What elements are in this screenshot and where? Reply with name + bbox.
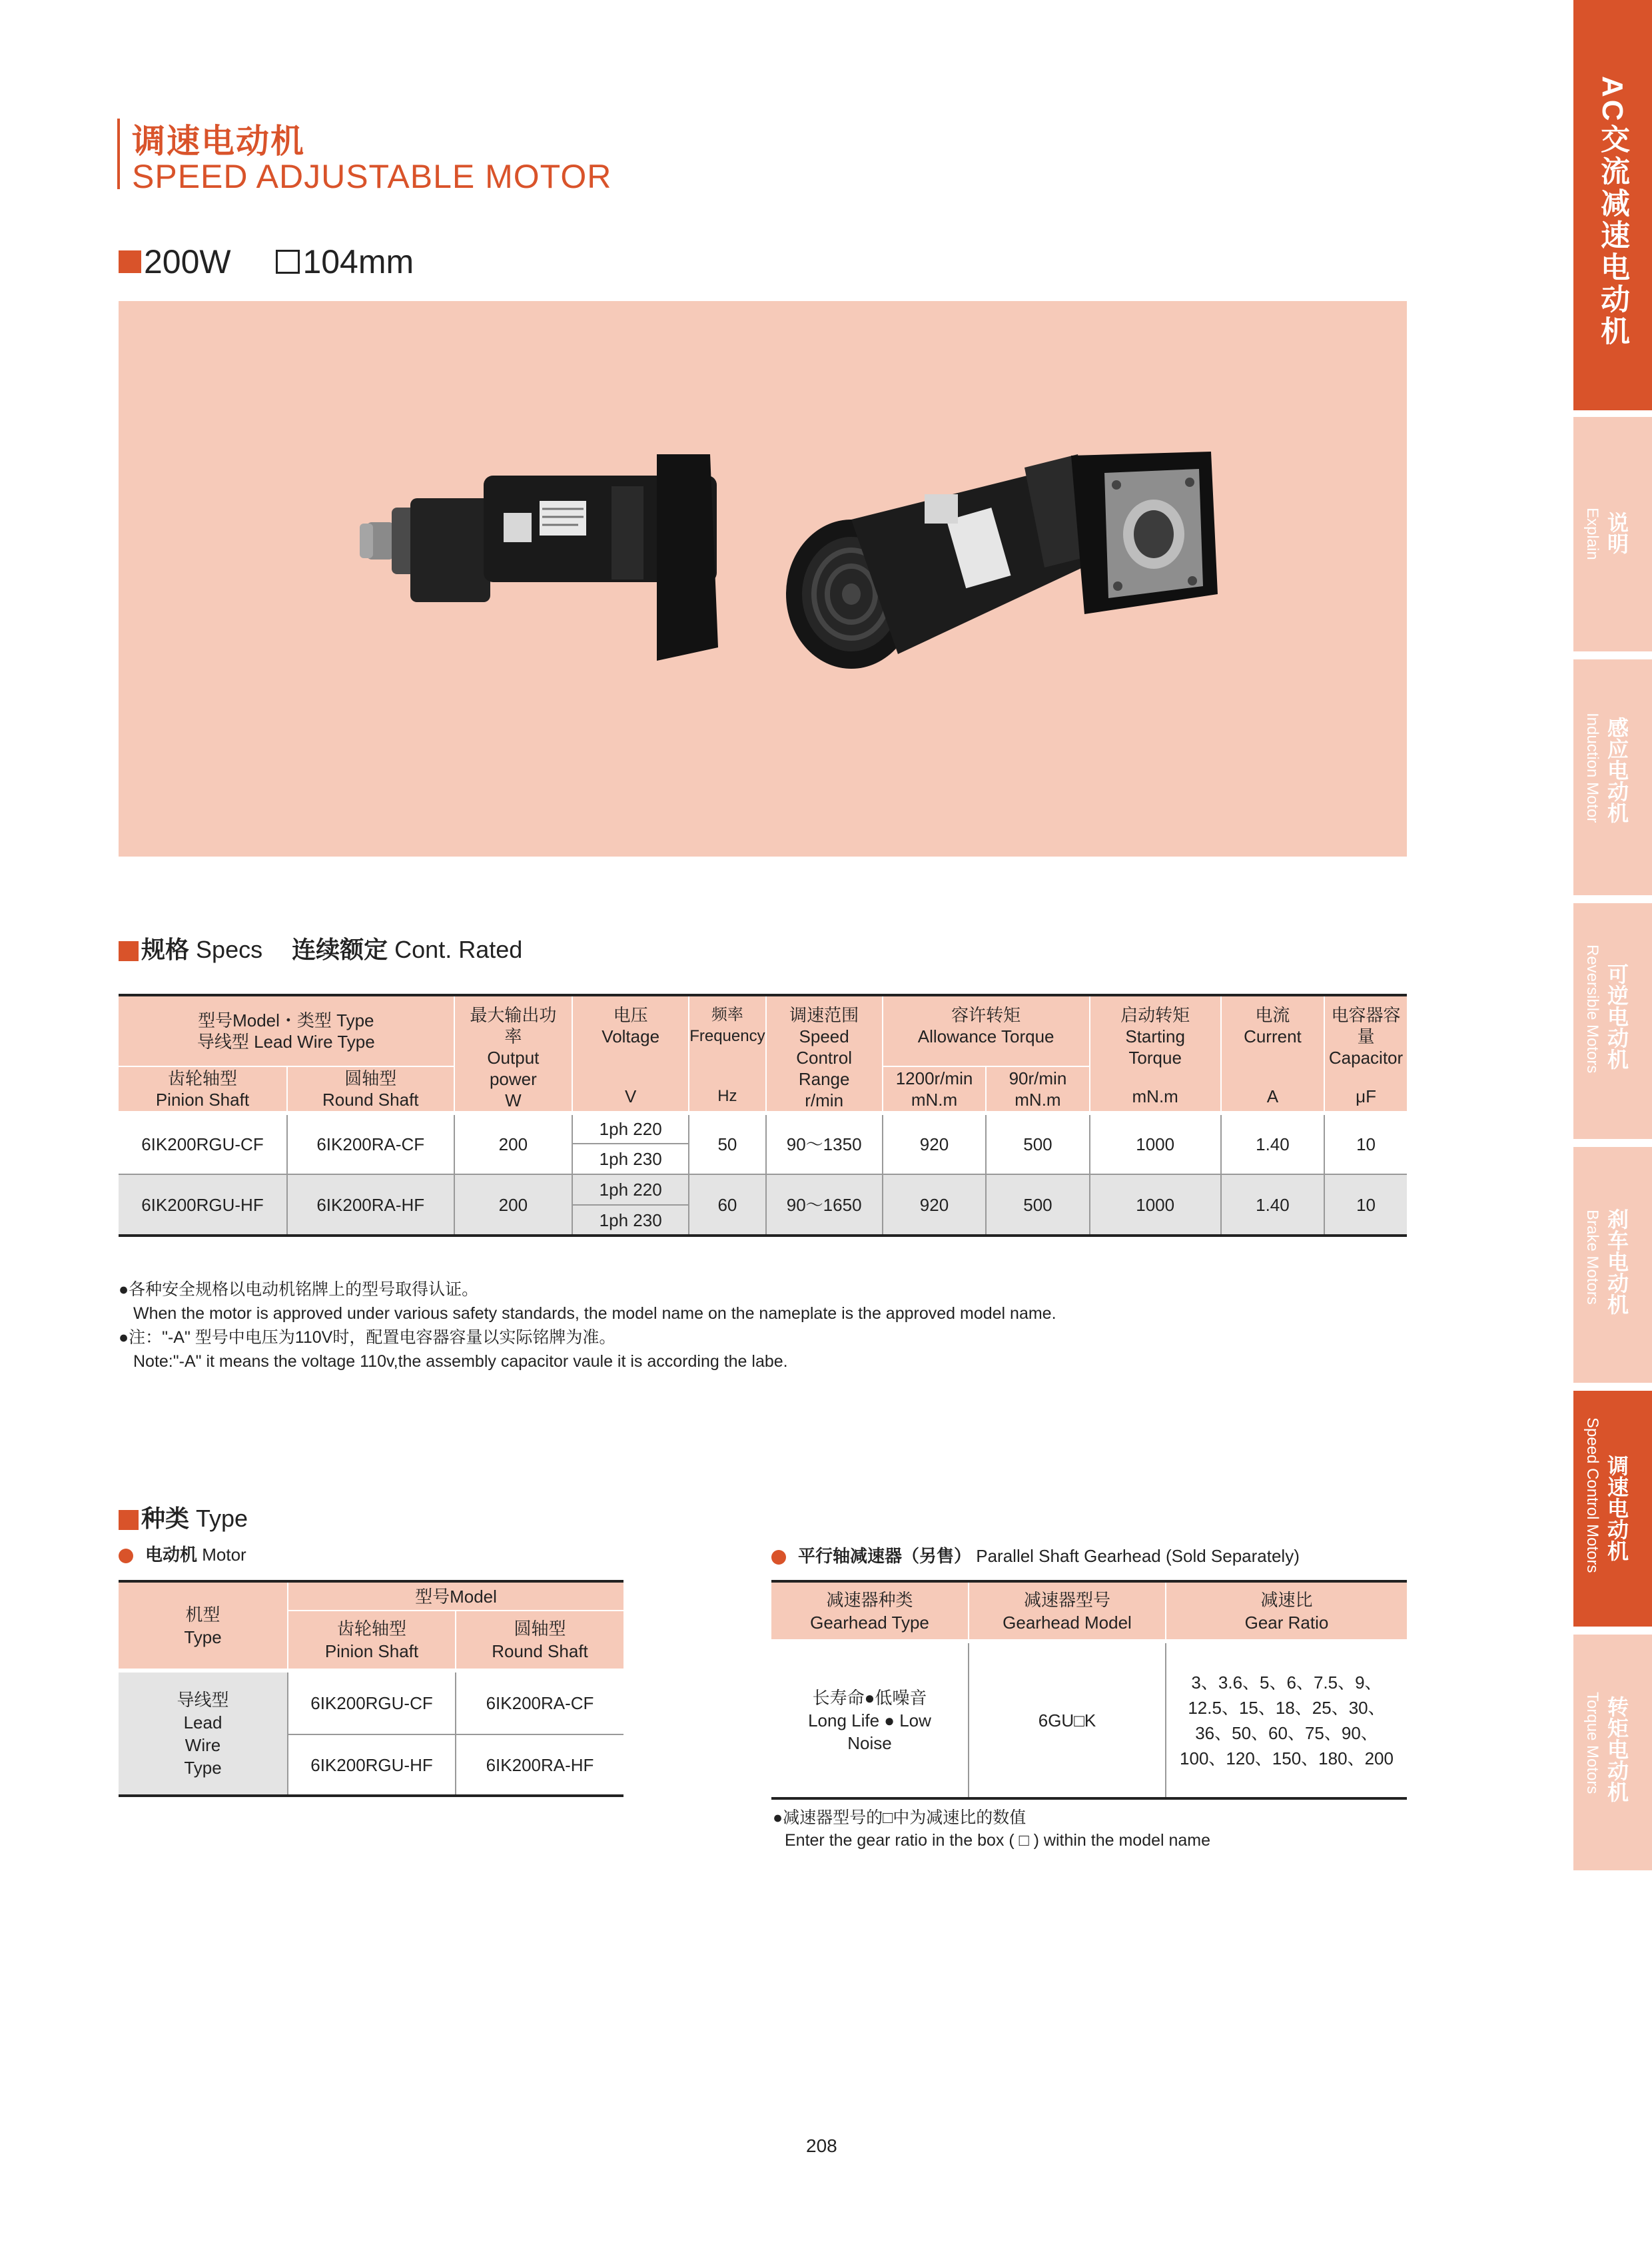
cell-pinion: 6IK200RGU-CF [119, 1113, 287, 1174]
gear-note-en: Enter the gear ratio in the box ( □ ) within the model name [785, 1831, 1211, 1850]
spec-notes [119, 1278, 1056, 1373]
header-gtype-cn: 减速器种类 [826, 1589, 913, 1610]
cell-voltage-1: 1ph 220 [572, 1174, 689, 1205]
side-tab-induction-en: Induction Motor [1583, 713, 1601, 823]
side-tab-ac-motors[interactable] [1573, 0, 1652, 410]
frame-size: 104mm [302, 242, 414, 280]
note-1-en: When the motor is approved under various safety standards, the model name on the nameplate is the approved model name. [133, 1304, 1056, 1323]
side-tab-ac-label: AC交流减速电动机 [1596, 76, 1629, 348]
header-round-shaft [456, 1611, 623, 1671]
header-gearhead-type [771, 1581, 969, 1641]
cell-pinion: 6IK200RGU-HF [119, 1174, 287, 1236]
cell-torque-90: 500 [986, 1113, 1089, 1174]
gear-note [773, 1806, 1210, 1852]
header-torque-1200-label: 1200r/min [895, 1068, 973, 1088]
header-torque-90-unit: mN.m [1015, 1089, 1061, 1110]
header-allowance-torque [883, 995, 1090, 1066]
header-capacitor [1324, 995, 1407, 1113]
type-en: Lead Wire Type [183, 1712, 222, 1778]
cell-voltage-2: 1ph 230 [572, 1205, 689, 1236]
header-pinion-shaft [119, 1066, 287, 1113]
header-freq-en: Frequency [689, 1027, 765, 1045]
header-power-en: Output power [487, 1048, 540, 1089]
cell-round: 6IK200RA-HF [456, 1734, 623, 1796]
header-voltage-unit: V [624, 1086, 637, 1106]
cell-pinion: 6IK200RGU-CF [288, 1671, 456, 1734]
header-torque-1200 [883, 1066, 987, 1113]
power-rating: 200W [144, 242, 231, 280]
header-gear-ratio [1166, 1581, 1407, 1641]
side-tab-speed-control-motors[interactable] [1573, 1391, 1652, 1627]
side-tab-reversible-en: Reversible Motors [1583, 944, 1601, 1074]
motor-angled-view-image [786, 452, 1218, 669]
header-gearhead-model [969, 1581, 1166, 1641]
motor-side-view-image [360, 454, 718, 661]
header-type [119, 1581, 288, 1671]
side-tab-brake-cn: 刹车电动机 [1605, 1208, 1629, 1315]
gearhead-subheading [771, 1543, 1300, 1567]
rated-label-en: Cont. Rated [394, 936, 523, 963]
side-tab-explain-en: Explain [1583, 508, 1601, 560]
cell-lead-wire-type [119, 1671, 288, 1796]
cell-starting-torque: 1000 [1090, 1113, 1221, 1174]
bullet-dot-icon [771, 1550, 786, 1565]
specs-heading [119, 931, 522, 965]
motor-photos-image [119, 301, 1407, 857]
square-frame-icon [276, 250, 300, 274]
cell-current: 1.40 [1221, 1113, 1324, 1174]
header-pinion-cn: 齿轮轴型 [336, 1619, 406, 1639]
ratios-line-4: 100、120、150、180、200 [1180, 1748, 1394, 1768]
cell-speed-range: 90～1650 [766, 1174, 883, 1236]
filled-square-icon [119, 250, 141, 273]
header-power-unit: W [505, 1090, 522, 1110]
type-label-cn: 种类 [141, 1505, 190, 1532]
header-voltage-cn: 电压 [613, 1005, 648, 1025]
side-tab-explain-cn: 说明 [1605, 512, 1629, 554]
section-square-icon [119, 1510, 139, 1530]
side-tab-speed-cn: 调速电动机 [1605, 1455, 1629, 1561]
side-tab-reversible-motors[interactable] [1573, 903, 1652, 1139]
specs-label-cn: 规格 [141, 936, 190, 963]
cell-round: 6IK200RA-CF [287, 1113, 454, 1174]
note-2-en: Note:"-A" it means the voltage 110v,the assembly capacitor vaule it is according the labe. [133, 1352, 788, 1371]
cell-pinion: 6IK200RGU-HF [288, 1734, 456, 1796]
header-power [454, 995, 573, 1113]
header-ratio-en: Gear Ratio [1244, 1612, 1329, 1633]
header-model: 型号Model [288, 1581, 623, 1611]
cell-current: 1.40 [1221, 1174, 1324, 1236]
spec-table [119, 994, 1407, 1237]
header-gtype-en: Gearhead Type [810, 1612, 929, 1633]
header-round-cn: 圆轴型 [344, 1068, 397, 1088]
side-tab-explain[interactable] [1573, 417, 1652, 651]
header-model-cn: 型号Model・类型 Type [198, 1010, 374, 1030]
header-round-en: Round Shaft [322, 1089, 419, 1110]
cell-gearhead-model: 6GU□K [969, 1641, 1166, 1798]
header-cap-cn: 电容器容量 [1331, 1005, 1401, 1046]
header-pinion-en: Pinion Shaft [324, 1641, 419, 1661]
cell-round: 6IK200RA-HF [287, 1174, 454, 1236]
gearhead-sub-en: Parallel Shaft Gearhead (Sold Separately) [976, 1546, 1300, 1566]
specs-label-en: Specs [196, 936, 263, 963]
header-start-cn: 启动转矩 [1120, 1005, 1190, 1025]
cell-speed-range: 90～1350 [766, 1113, 883, 1174]
header-cap-unit: μF [1356, 1086, 1376, 1106]
header-speed-range [766, 995, 883, 1113]
page-title-en: SPEED ADJUSTABLE MOTOR [132, 158, 612, 195]
header-round-en: Round Shaft [492, 1641, 588, 1661]
cell-starting-torque: 1000 [1090, 1174, 1221, 1236]
header-range-cn: 调速范围 [789, 1005, 859, 1025]
gtype-en: Long Life ● Low Noise [808, 1710, 931, 1753]
cell-torque-90: 500 [986, 1174, 1089, 1236]
section-square-icon [119, 941, 139, 961]
cell-frequency: 60 [689, 1174, 765, 1236]
side-tab-reversible-cn: 可逆电动机 [1605, 963, 1629, 1070]
side-tab-torque-motors[interactable] [1573, 1635, 1652, 1870]
cell-power: 200 [454, 1174, 573, 1236]
cell-frequency: 50 [689, 1113, 765, 1174]
header-model-sub: 导线型 Lead Wire Type [197, 1031, 375, 1052]
title-accent-bar [117, 119, 120, 189]
side-tab-torque-en: Torque Motors [1583, 1692, 1601, 1794]
header-current-unit: A [1266, 1086, 1279, 1106]
header-pinion-shaft [288, 1611, 456, 1671]
ratios-line-2: 12.5、15、18、25、30、 [1188, 1697, 1386, 1718]
header-range-unit: r/min [805, 1090, 844, 1110]
header-ratio-cn: 减速比 [1260, 1589, 1313, 1610]
note-1-cn: ●各种安全规格以电动机铭牌上的型号取得认证。 [119, 1280, 479, 1299]
header-torque-1200-unit: mN.m [911, 1089, 958, 1110]
header-torque-90 [986, 1066, 1089, 1113]
side-tab-brake-en: Brake Motors [1583, 1210, 1601, 1305]
type-cn: 导线型 [177, 1689, 229, 1710]
header-current-cn: 电流 [1255, 1005, 1290, 1025]
side-tab-brake-motors[interactable] [1573, 1147, 1652, 1383]
cell-voltage-1: 1ph 220 [572, 1113, 689, 1144]
type-label-en: Type [196, 1505, 248, 1532]
gearhead-sub-cn: 平行轴减速器（另售） [798, 1546, 972, 1566]
cell-gear-ratios [1166, 1641, 1407, 1798]
side-tab-induction-cn: 感应电动机 [1605, 717, 1629, 823]
header-type-cn: 机型 [185, 1604, 220, 1625]
header-pinion-en: Pinion Shaft [155, 1089, 250, 1110]
header-starting-torque [1090, 995, 1221, 1113]
power-frame-line [119, 240, 414, 281]
page-number: 208 [806, 2135, 837, 2156]
gtype-cn: 长寿命●低噪音 [812, 1687, 927, 1708]
table-row [119, 1671, 623, 1734]
table-row [119, 1113, 1407, 1144]
cell-torque-1200: 920 [883, 1174, 987, 1236]
header-freq-unit: Hz [717, 1087, 737, 1105]
header-model-type [119, 995, 454, 1066]
side-tab-speed-en: Speed Control Motors [1583, 1417, 1601, 1573]
gearhead-table [771, 1580, 1407, 1800]
header-current-en: Current [1244, 1026, 1302, 1046]
cell-torque-1200: 920 [883, 1113, 987, 1174]
table-row [771, 1641, 1407, 1798]
cell-power: 200 [454, 1113, 573, 1174]
header-voltage [572, 995, 689, 1113]
table-row [119, 1174, 1407, 1205]
header-gmodel-cn: 减速器型号 [1023, 1589, 1110, 1610]
header-power-cn: 最大输出功率 [470, 1005, 557, 1046]
header-round-cn: 圆轴型 [514, 1619, 566, 1639]
motor-sub-cn: 电动机 [145, 1545, 198, 1565]
cell-gearhead-type [771, 1641, 969, 1798]
header-start-unit: mN.m [1132, 1086, 1178, 1106]
cell-round: 6IK200RA-CF [456, 1671, 623, 1734]
header-start-en: Starting Torque [1125, 1026, 1185, 1068]
side-tab-torque-cn: 转矩电动机 [1605, 1696, 1629, 1802]
motor-subheading [119, 1541, 246, 1566]
product-photo-panel [119, 301, 1407, 857]
cell-voltage-2: 1ph 230 [572, 1144, 689, 1174]
ratios-line-3: 36、50、60、75、90、 [1195, 1722, 1378, 1743]
header-torque-cn: 容许转矩 [951, 1005, 1021, 1025]
header-torque-en: Allowance Torque [917, 1026, 1054, 1046]
header-torque-90-label: 90r/min [1009, 1068, 1067, 1088]
cell-capacitor: 10 [1324, 1113, 1407, 1174]
gear-note-cn: ●减速器型号的□中为减速比的数值 [773, 1808, 1027, 1827]
header-range-en: Speed Control Range [796, 1026, 853, 1089]
rated-label-cn: 连续额定 [292, 936, 388, 963]
header-type-en: Type [184, 1627, 222, 1647]
type-heading [119, 1500, 248, 1534]
header-gmodel-en: Gearhead Model [1003, 1612, 1132, 1633]
motor-sub-en: Motor [202, 1545, 246, 1565]
note-2-cn: ●注："-A" 型号中电压为110V时，配置电容器容量以实际铭牌为准。 [119, 1328, 616, 1347]
header-freq-cn: 频率 [711, 1006, 743, 1024]
ratios-line-1: 3、3.6、5、6、7.5、9、 [1191, 1672, 1382, 1692]
motor-type-table [119, 1580, 623, 1797]
header-round-shaft [287, 1066, 454, 1113]
header-cap-en: Capacitor [1328, 1048, 1404, 1068]
page-title-cn: 调速电动机 [132, 123, 305, 160]
header-voltage-en: Voltage [602, 1026, 660, 1046]
header-frequency [689, 995, 765, 1113]
cell-capacitor: 10 [1324, 1174, 1407, 1236]
header-current [1221, 995, 1324, 1113]
bullet-dot-icon [119, 1549, 133, 1563]
header-pinion-cn: 齿轮轴型 [167, 1068, 237, 1088]
side-tab-induction-motor[interactable] [1573, 659, 1652, 895]
